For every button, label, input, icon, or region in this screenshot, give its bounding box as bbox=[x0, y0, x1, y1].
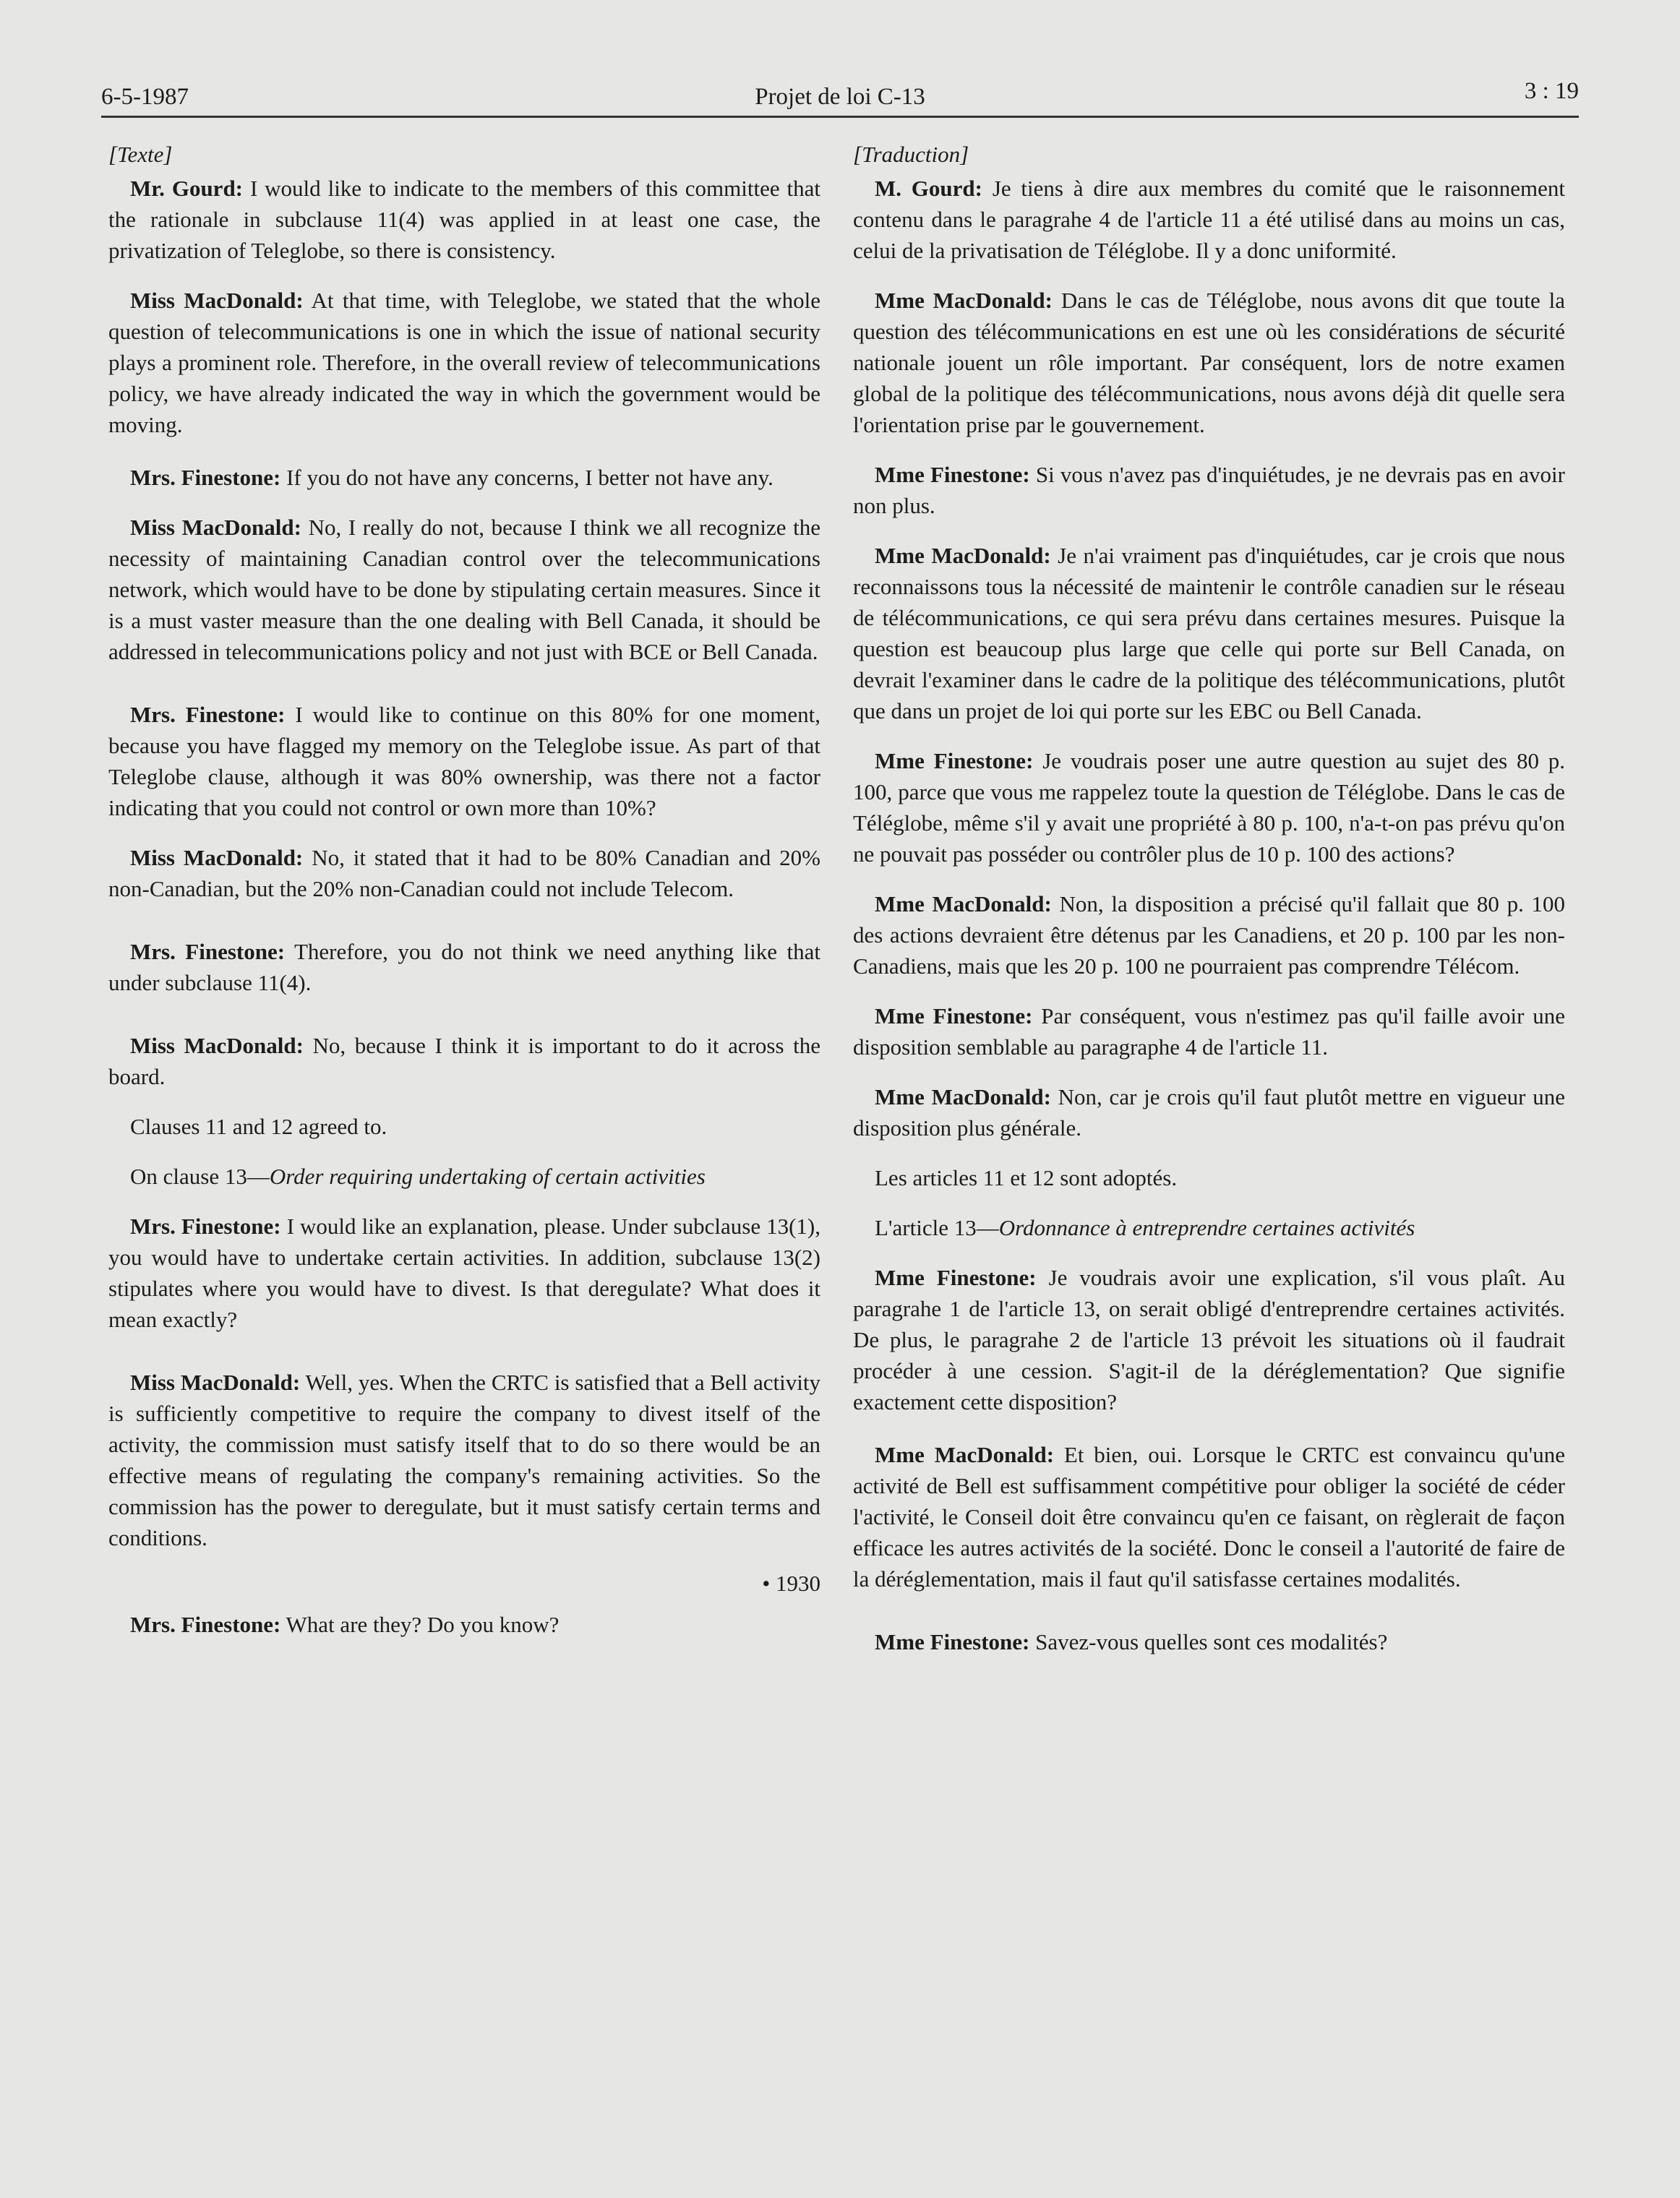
speech-text: What are they? Do you know? bbox=[286, 1612, 560, 1637]
speaker-name: Mme Finestone: bbox=[875, 1003, 1033, 1029]
clause-heading bbox=[108, 1161, 820, 1192]
speaker-name: M. Gourd: bbox=[875, 176, 982, 201]
speech-text: Savez-vous quelles sont ces modalités? bbox=[1035, 1629, 1388, 1654]
speaker-name: Mrs. Finestone: bbox=[130, 939, 286, 964]
paragraph bbox=[853, 1262, 1565, 1417]
header-page-number: 3 : 19 bbox=[1524, 78, 1579, 104]
speaker-name: Mrs. Finestone: bbox=[130, 1214, 281, 1239]
paragraph bbox=[108, 1030, 820, 1092]
speech-text: Well, yes. When the CRTC is satisfied that a Bell activity is sufficiently competitive to require the company to divest itself of the activity, the commission must satisfy itself that to do so there would be an effective means of regulating the company's remaining activities. So the commission has the power to deregulate, but it must satisfy certain terms and conditions. bbox=[108, 1370, 820, 1550]
speaker-name: Miss MacDonald: bbox=[130, 288, 304, 313]
paragraph bbox=[108, 173, 820, 266]
speaker-name: Miss MacDonald: bbox=[130, 1033, 304, 1058]
paragraph bbox=[108, 462, 820, 493]
paragraph bbox=[853, 745, 1565, 870]
motion-text: Clauses 11 and 12 agreed to. bbox=[130, 1114, 387, 1139]
paragraph bbox=[108, 1211, 820, 1335]
paragraph bbox=[108, 1367, 820, 1553]
clause-title: Order requiring undertaking of certain activities bbox=[269, 1164, 706, 1189]
speaker-name: Mme MacDonald: bbox=[875, 543, 1051, 568]
clause-prefix: On clause 13— bbox=[130, 1164, 270, 1189]
speech-text: No, it stated that it had to be 80% Canadian and 20% non-Canadian, but the 20% non-Canadian could not include Telecom. bbox=[108, 845, 820, 901]
time-marker: • 1930 bbox=[762, 1571, 820, 1596]
clause-prefix: L'article 13— bbox=[875, 1215, 999, 1240]
speaker-name: Mrs. Finestone: bbox=[130, 1612, 281, 1637]
column-tag: [Texte] bbox=[108, 142, 173, 167]
speaker-name: Mme MacDonald: bbox=[875, 1084, 1051, 1109]
paragraph bbox=[108, 285, 820, 440]
speech-text: No, because I think it is important to do it across the board. bbox=[108, 1033, 821, 1089]
speaker-name: Mr. Gourd: bbox=[130, 176, 244, 201]
speech-text: Therefore, you do not think we need anything like that under subclause 11(4). bbox=[108, 939, 820, 995]
speaker-name: Mrs. Finestone: bbox=[130, 465, 281, 490]
page-header bbox=[101, 78, 1579, 118]
speech-text: Je tiens à dire aux membres du comité que le raisonnement contenu dans le paragrahe 4 de l'article 11 a été utilisé dans au moins un cas, celui de la privatisation de Téléglobe. Il y a donc uniformité. bbox=[853, 176, 1566, 263]
speech-text: I would like an explanation, please. Under subclause 13(1), you would have to undertake certain activities. In addition, subclause 13(2) stipulates where you would have to divest. Is that deregulate? What does it mean exactly? bbox=[108, 1214, 821, 1332]
paragraph bbox=[853, 1439, 1565, 1594]
paragraph bbox=[853, 285, 1565, 440]
speaker-name: Miss MacDonald: bbox=[130, 845, 304, 870]
speech-text: Et bien, oui. Lorsque le CRTC est convaincu qu'une activité de Bell est suffisamment compétitive pour obliger la société de céder l'activité, le Conseil doit être convaincu qu'en ce faisant, on règlerait de façon efficace les autres activités de la société. Donc le conseil a l'autorité de faire de la déréglementation, mais il faut qu'il satisfasse certaines modalités. bbox=[853, 1442, 1566, 1592]
speech-text: Non, car je crois qu'il faut plutôt mettre en vigueur une disposition plus générale. bbox=[853, 1084, 1565, 1141]
paragraph bbox=[853, 1081, 1565, 1143]
speaker-name: Mrs. Finestone: bbox=[130, 702, 286, 727]
speech-text: Si vous n'avez pas d'inquiétudes, je ne devrais pas en avoir non plus. bbox=[853, 462, 1565, 518]
paragraph bbox=[853, 173, 1565, 266]
french-column bbox=[853, 139, 1565, 1676]
paragraph bbox=[853, 1000, 1565, 1062]
paragraph bbox=[853, 459, 1565, 521]
speech-text: Dans le cas de Téléglobe, nous avons dit que toute la question des télécommunications en est une où les considérations de sécurité nationale jouent un rôle important. Par conséquent, lors de notre examen global de la politique des télécommunications, nous avons déjà dit quelle sera l'orientation prise par le gouvernement. bbox=[853, 288, 1566, 437]
speech-text: Je voudrais avoir une explication, s'il vous plaît. Au paragrahe 1 de l'article 13, on serait obligé d'entreprendre certaines activités. De plus, le paragrahe 2 de l'article 13 prévoit les situations où il faudrait procéder à une cession. S'agit-il de la déréglementation? Que signifie exactement cette disposition? bbox=[853, 1265, 1566, 1414]
speech-text: Non, la disposition a précisé qu'il fallait que 80 p. 100 des actions devraient être détenus par les Canadiens, et 20 p. 100 par les non-Canadiens, mais que les 20 p. 100 ne pourraient pas comprendre Télécom. bbox=[853, 891, 1566, 979]
speech-text: I would like to continue on this 80% for one moment, because you have flagged my memory on the Teleglobe issue. As part of that Teleglobe clause, although it was 80% ownership, was there not a factor indicating that you could not control or own more than 10%? bbox=[108, 702, 821, 820]
paragraph bbox=[108, 842, 820, 904]
speaker-name: Mme MacDonald: bbox=[875, 288, 1053, 313]
english-column bbox=[108, 139, 820, 1659]
speech-text: No, I really do not, because I think we all recognize the necessity of maintaining Canadian control over the telecommunications network, which would have to be done by stipulating certain measures. Since it is a must vaster measure than the one dealing with Bell Canada, it should be addressed in telecommunications policy and not just with BCE or Bell Canada. bbox=[108, 515, 820, 664]
motion-text: Les articles 11 et 12 sont adoptés. bbox=[875, 1165, 1178, 1190]
speech-text: If you do not have any concerns, I better not have any. bbox=[286, 465, 773, 490]
column-tag: [Traduction] bbox=[853, 142, 969, 167]
paragraph bbox=[108, 512, 820, 667]
speaker-name: Mme Finestone: bbox=[875, 1265, 1037, 1290]
speaker-name: Mme MacDonald: bbox=[875, 1442, 1055, 1467]
speech-text: I would like to indicate to the members of this committee that the rationale in subclause 11(4) was applied in at least one case, the privatization of Teleglobe, so there is consistency. bbox=[108, 176, 821, 263]
paragraph bbox=[853, 540, 1565, 726]
speech-text: Je voudrais poser une autre question au sujet des 80 p. 100, parce que vous me rappelez toute la question de Téléglobe. Dans le cas de Téléglobe, même s'il y avait une propriété à 80 p. 100, n'a-t-on pas prévu qu'on ne pouvait pas posséder ou contrôler plus de 10 p. 100 des actions? bbox=[853, 748, 1566, 867]
motion-line bbox=[853, 1162, 1565, 1193]
clause-heading bbox=[853, 1212, 1565, 1243]
speech-text: Je n'ai vraiment pas d'inquiétudes, car je crois que nous reconnaissons tous la nécessité de maintenir le contrôle canadien sur le réseau de télécommunications, ce qui sera prévu dans certaines mesures. Puisque la question est beaucoup plus large que celle qui porte sur Bell Canada, on devrait l'examiner dans le cadre de la politique des télécommunications, plutôt que dans un projet de loi qui porte sur les EBC ou Bell Canada. bbox=[853, 543, 1565, 724]
paragraph bbox=[853, 888, 1565, 982]
paragraph bbox=[108, 936, 820, 998]
header-title: Projet de loi C-13 bbox=[755, 84, 925, 110]
paragraph bbox=[853, 1626, 1565, 1657]
header-date: 6-5-1987 bbox=[101, 84, 189, 110]
speaker-name: Mme Finestone: bbox=[875, 1629, 1030, 1654]
motion-line bbox=[108, 1111, 820, 1142]
paragraph bbox=[108, 1609, 820, 1640]
speech-text: Par conséquent, vous n'estimez pas qu'il faille avoir une disposition semblable au paragraphe 4 de l'article 11. bbox=[853, 1003, 1565, 1060]
speech-text: At that time, with Teleglobe, we stated that the whole question of telecommunications is one in which the issue of national security plays a prominent role. Therefore, in the overall review of telecommunications policy, we have already indicated the way in which the government would be moving. bbox=[108, 288, 821, 437]
speaker-name: Mme MacDonald: bbox=[875, 891, 1052, 916]
speaker-name: Mme Finestone: bbox=[875, 748, 1034, 773]
speaker-name: Mme Finestone: bbox=[875, 462, 1030, 487]
speaker-name: Miss MacDonald: bbox=[130, 515, 301, 540]
speaker-name: Miss MacDonald: bbox=[130, 1370, 301, 1395]
paragraph bbox=[108, 699, 820, 823]
clause-title: Ordonnance à entreprendre certaines activités bbox=[998, 1215, 1415, 1240]
